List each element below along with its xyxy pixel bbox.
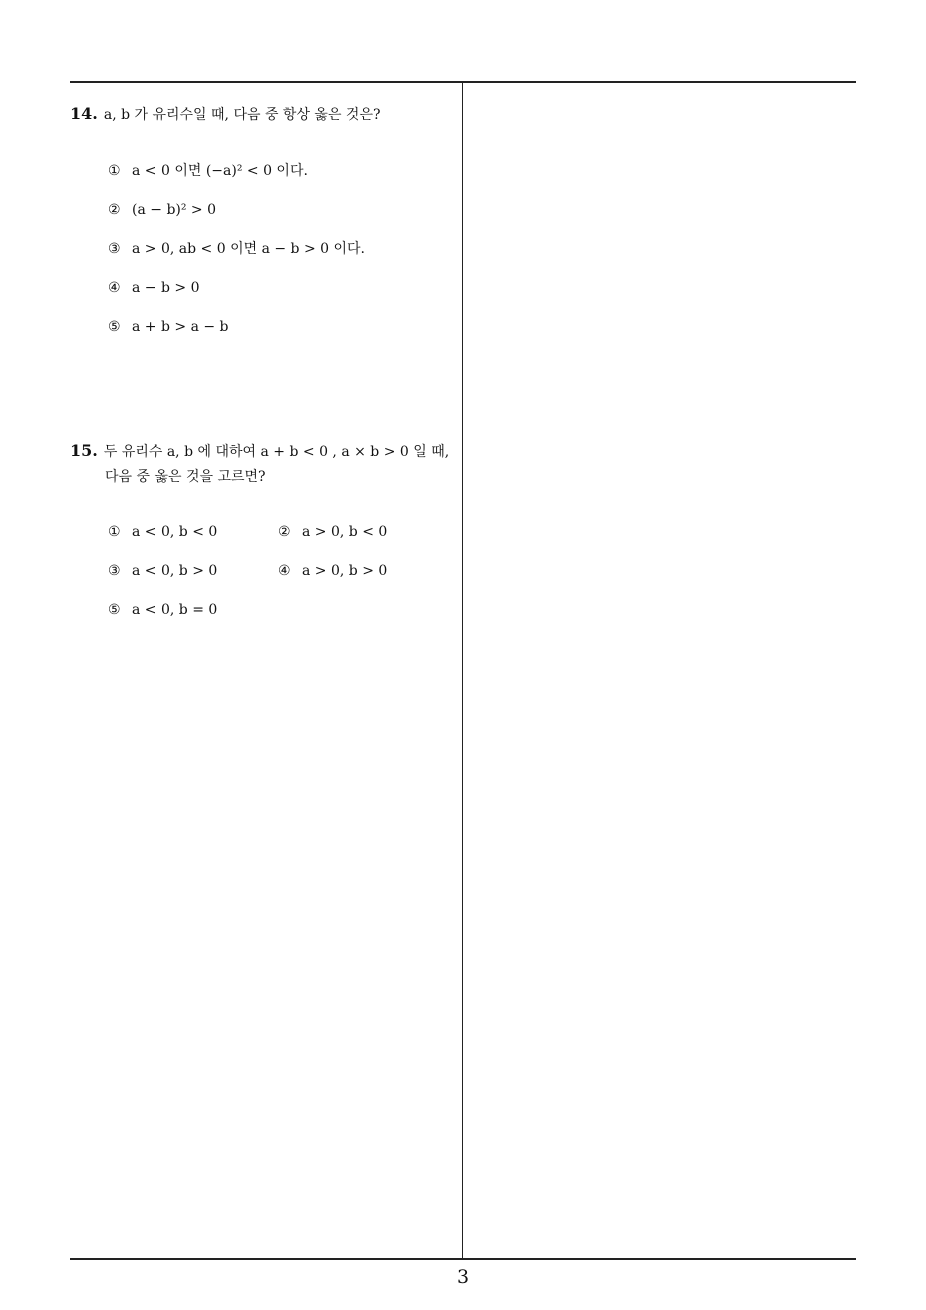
choice-15-4-mark: ④ bbox=[278, 563, 291, 579]
bottom-rule bbox=[70, 1258, 856, 1260]
choice-15-4-text: a > 0, b > 0 bbox=[302, 563, 388, 579]
choice-15-1-mark: ① bbox=[108, 524, 121, 540]
question-15 bbox=[70, 438, 462, 618]
choice-14-1[interactable] bbox=[108, 159, 365, 198]
question-14-text: a, b 가 유리수일 때, 다음 중 항상 옳은 것은? bbox=[103, 107, 381, 123]
choice-14-1-text: a < 0 이면 (−a)² < 0 이다. bbox=[132, 163, 308, 179]
choice-15-4[interactable] bbox=[278, 559, 448, 598]
choice-14-5-mark: ⑤ bbox=[108, 319, 121, 335]
question-15-stem bbox=[70, 438, 462, 465]
question-15-choices bbox=[108, 520, 448, 637]
column-divider bbox=[462, 82, 463, 1259]
choice-14-2-text: (a − b)² > 0 bbox=[132, 202, 217, 218]
question-14-choices bbox=[108, 159, 365, 354]
choice-15-2-mark: ② bbox=[278, 524, 291, 540]
choice-14-3[interactable] bbox=[108, 237, 365, 276]
choice-14-4[interactable] bbox=[108, 276, 365, 315]
choice-14-2-mark: ② bbox=[108, 202, 121, 218]
choice-14-3-text: a > 0, ab < 0 이면 a − b > 0 이다. bbox=[132, 241, 366, 257]
choice-14-5[interactable] bbox=[108, 315, 365, 354]
choice-row bbox=[108, 598, 448, 637]
choice-15-2-text: a > 0, b < 0 bbox=[302, 524, 388, 540]
choice-15-5[interactable] bbox=[108, 598, 283, 637]
question-15-number: 15. bbox=[70, 441, 98, 460]
choice-row bbox=[108, 520, 448, 559]
page-number: 3 bbox=[456, 1266, 470, 1288]
choice-15-3-mark: ③ bbox=[108, 563, 121, 579]
question-14 bbox=[70, 101, 462, 335]
choice-14-2[interactable] bbox=[108, 198, 365, 237]
choice-14-1-mark: ① bbox=[108, 163, 121, 179]
question-14-number: 14. bbox=[70, 104, 98, 123]
choice-15-3[interactable] bbox=[108, 559, 278, 598]
question-15-text-line1: 두 유리수 a, b 에 대하여 a + b < 0 , a × b > 0 일 때, bbox=[103, 444, 450, 460]
choice-15-3-text: a < 0, b > 0 bbox=[132, 563, 218, 579]
choice-15-2[interactable] bbox=[278, 520, 448, 559]
choice-15-1-text: a < 0, b < 0 bbox=[132, 524, 218, 540]
choice-15-5-mark: ⑤ bbox=[108, 602, 121, 618]
question-15-text-line2: 다음 중 옳은 것을 고르면? bbox=[105, 469, 266, 485]
question-14-stem bbox=[70, 101, 462, 128]
choice-15-5-text: a < 0, b = 0 bbox=[132, 602, 218, 618]
choice-14-4-text: a − b > 0 bbox=[132, 280, 200, 296]
choice-14-3-mark: ③ bbox=[108, 241, 121, 257]
choice-row bbox=[108, 559, 448, 598]
choice-14-5-text: a + b > a − b bbox=[132, 319, 229, 335]
choice-14-4-mark: ④ bbox=[108, 280, 121, 296]
top-rule bbox=[70, 81, 856, 83]
choice-15-1[interactable] bbox=[108, 520, 278, 559]
